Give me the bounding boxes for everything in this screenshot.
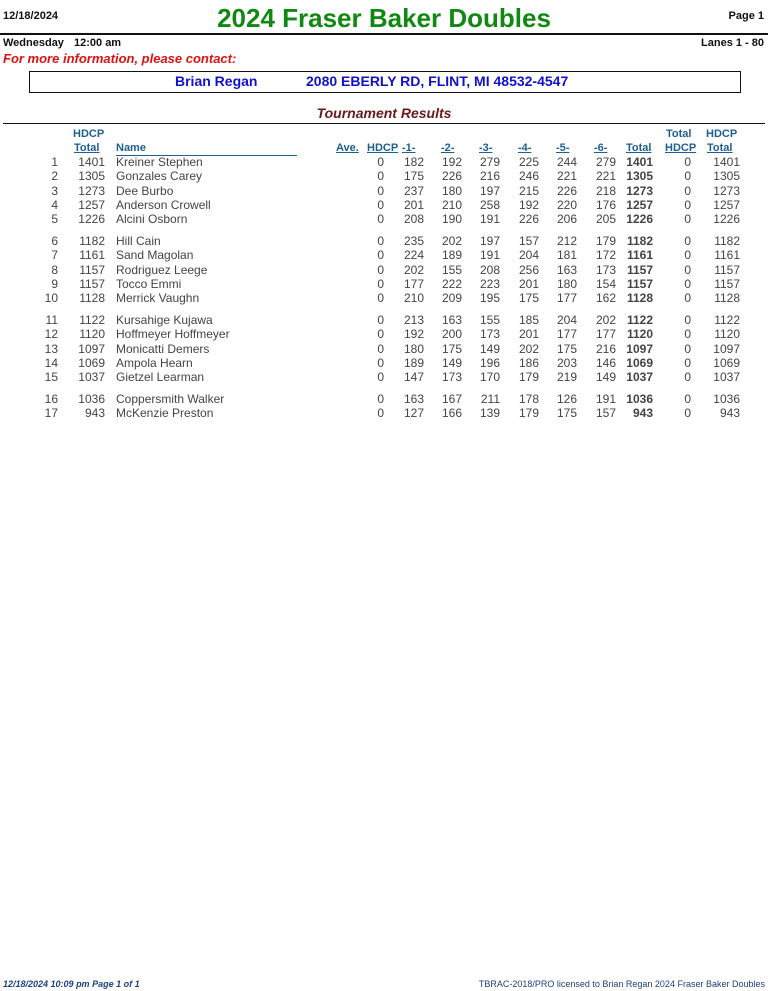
cell-g6: 154 (595, 276, 616, 291)
cell-g5: 219 (556, 370, 577, 385)
cell-total: 1226 (626, 212, 653, 227)
contact-prompt: For more information, please contact: (3, 51, 237, 66)
cell-total-hdcp: 0 (684, 341, 691, 356)
table-row (0, 406, 768, 420)
cell-g2: 200 (441, 327, 462, 342)
cell-g4: 202 (518, 341, 539, 356)
cell-hdcp-total: 1182 (79, 233, 105, 248)
col-game-5: -5- (556, 142, 570, 154)
cell-hdcp-total: 1037 (78, 370, 105, 385)
cell-g6: 157 (595, 406, 616, 421)
cell-name: Kursahige Kujawa (116, 312, 213, 327)
cell-g4: 175 (518, 291, 539, 306)
col-final-hdcp-bottom: Total (707, 142, 733, 154)
cell-hdcp: 0 (377, 212, 384, 227)
cell-total: 1036 (626, 391, 653, 406)
cell-final: 1128 (714, 291, 740, 306)
cell-rank: 9 (51, 276, 58, 291)
table-row (0, 263, 768, 277)
cell-rank: 2 (51, 169, 58, 184)
cell-g3: 196 (479, 355, 500, 370)
col-game-2: -2- (441, 142, 455, 154)
cell-final: 1182 (714, 233, 740, 248)
cell-g2: 163 (441, 312, 462, 327)
col-game-3: -3- (479, 142, 493, 154)
cell-g6: 191 (595, 391, 616, 406)
cell-g1: 175 (403, 169, 424, 184)
cell-hdcp-total: 1161 (79, 248, 105, 263)
cell-final: 1037 (713, 370, 740, 385)
cell-g4: 215 (518, 183, 539, 198)
cell-g4: 157 (518, 233, 539, 248)
cell-g1: 202 (403, 262, 424, 277)
cell-hdcp-total: 1097 (78, 341, 105, 356)
cell-total: 1273 (626, 183, 653, 198)
cell-total: 1097 (626, 341, 653, 356)
table-row (0, 277, 768, 291)
table-row (0, 327, 768, 341)
cell-g5: 181 (556, 248, 577, 263)
cell-total: 1182 (626, 233, 653, 248)
cell-g4: 256 (518, 262, 539, 277)
cell-g6: 176 (595, 197, 616, 212)
cell-total-hdcp: 0 (684, 248, 691, 263)
cell-g6: 279 (595, 155, 616, 169)
cell-hdcp-total: 1122 (79, 312, 105, 327)
cell-name: Sand Magolan (116, 248, 194, 263)
cell-rank: 15 (44, 370, 58, 385)
cell-g5: 226 (556, 183, 577, 198)
cell-final: 1157 (714, 276, 740, 291)
cell-hdcp-total: 1036 (78, 391, 105, 406)
cell-hdcp-total: 1157 (79, 262, 105, 277)
table-row (0, 356, 768, 370)
cell-g4: 179 (518, 370, 539, 385)
cell-total-hdcp: 0 (684, 327, 691, 342)
cell-hdcp: 0 (377, 355, 384, 370)
lanes-range: Lanes 1 - 80 (701, 37, 764, 49)
cell-g3: 216 (479, 169, 500, 184)
cell-g1: 180 (403, 341, 424, 356)
cell-g2: 210 (441, 197, 462, 212)
cell-hdcp: 0 (377, 391, 384, 406)
cell-g5: 212 (556, 233, 577, 248)
cell-total: 1157 (626, 276, 653, 291)
report-time: 12:00 am (74, 37, 122, 49)
col-game-1: -1- (402, 142, 416, 154)
cell-total-hdcp: 0 (684, 276, 691, 291)
cell-hdcp-total: 1128 (79, 291, 105, 306)
cell-rank: 14 (44, 355, 58, 370)
cell-g1: 192 (403, 327, 424, 342)
cell-g3: 191 (479, 248, 500, 263)
results-table (0, 155, 768, 421)
cell-rank: 12 (44, 327, 58, 342)
col-final-hdcp-top: HDCP (706, 128, 738, 140)
table-row (0, 234, 768, 248)
cell-g4: 204 (518, 248, 539, 263)
cell-final: 1273 (713, 183, 740, 198)
col-hdcp: HDCP (367, 142, 399, 154)
cell-total-hdcp: 0 (684, 312, 691, 327)
cell-total: 1120 (626, 327, 653, 342)
cell-name: Hill Cain (116, 233, 161, 248)
cell-rank: 4 (51, 197, 58, 212)
cell-g3: 149 (479, 341, 500, 356)
cell-rank: 1 (51, 155, 58, 169)
header-divider (0, 33, 768, 35)
cell-rank: 11 (45, 312, 58, 327)
cell-hdcp-total: 1069 (78, 355, 105, 370)
cell-name: Tocco Emmi (116, 276, 182, 291)
table-row (0, 342, 768, 356)
table-row (0, 392, 768, 406)
cell-total: 1128 (626, 291, 653, 306)
cell-g2: 192 (441, 155, 462, 169)
cell-rank: 5 (51, 212, 58, 227)
cell-g3: 197 (479, 183, 500, 198)
cell-g6: 221 (595, 169, 616, 184)
col-hdcp-total-top: HDCP (73, 128, 105, 140)
cell-g6: 172 (595, 248, 616, 263)
cell-g4: 226 (518, 212, 539, 227)
cell-g2: 202 (441, 233, 462, 248)
cell-total-hdcp: 0 (684, 212, 691, 227)
cell-final: 1257 (713, 197, 740, 212)
cell-name: Coppersmith Walker (116, 391, 225, 406)
table-row (0, 169, 768, 183)
cell-g4: 179 (518, 406, 539, 421)
col-total-hdcp-top: Total (666, 128, 692, 140)
cell-g2: 167 (441, 391, 462, 406)
cell-final: 1097 (713, 341, 740, 356)
cell-hdcp: 0 (377, 406, 384, 421)
cell-hdcp-total: 943 (84, 406, 105, 421)
cell-total: 1069 (626, 355, 653, 370)
cell-hdcp: 0 (377, 341, 384, 356)
cell-g2: 155 (441, 262, 462, 277)
cell-g1: 201 (403, 197, 424, 212)
cell-g3: 208 (479, 262, 500, 277)
cell-rank: 17 (44, 406, 58, 421)
cell-hdcp-total: 1305 (78, 169, 105, 184)
footer-license: TBRAC-2018/PRO licensed to Brian Regan 2024 Fraser Baker Doubles (478, 979, 765, 989)
cell-g3: 258 (479, 197, 500, 212)
cell-name: Kreiner Stephen (116, 155, 203, 169)
cell-final: 1120 (714, 327, 740, 342)
cell-hdcp: 0 (377, 370, 384, 385)
cell-name: Dee Burbo (116, 183, 174, 198)
cell-hdcp-total: 1120 (79, 327, 105, 342)
footer-timestamp: 12/18/2024 10:09 pm Page 1 of 1 (3, 979, 140, 989)
cell-name: Gietzel Learman (116, 370, 205, 385)
cell-hdcp: 0 (377, 312, 384, 327)
cell-g4: 246 (518, 169, 539, 184)
cell-g5: 221 (556, 169, 577, 184)
cell-hdcp: 0 (377, 327, 384, 342)
cell-total-hdcp: 0 (684, 169, 691, 184)
cell-hdcp: 0 (377, 183, 384, 198)
cell-g2: 209 (441, 291, 462, 306)
cell-total: 1157 (626, 262, 653, 277)
cell-g4: 201 (518, 276, 539, 291)
cell-hdcp-total: 1273 (78, 183, 105, 198)
cell-hdcp: 0 (377, 262, 384, 277)
cell-g5: 204 (556, 312, 577, 327)
cell-g5: 175 (556, 341, 577, 356)
cell-g1: 147 (403, 370, 424, 385)
cell-total-hdcp: 0 (684, 406, 691, 421)
cell-final: 1036 (713, 391, 740, 406)
cell-g5: 177 (556, 291, 577, 306)
cell-total: 1037 (626, 370, 653, 385)
cell-g6: 146 (595, 355, 616, 370)
table-row (0, 291, 768, 305)
cell-hdcp: 0 (377, 248, 384, 263)
cell-rank: 8 (51, 262, 58, 277)
cell-g3: 223 (479, 276, 500, 291)
cell-total-hdcp: 0 (684, 370, 691, 385)
cell-g3: 279 (479, 155, 500, 169)
cell-total: 943 (632, 406, 653, 421)
cell-rank: 3 (51, 183, 58, 198)
col-ave: Ave. (336, 142, 359, 154)
cell-g2: 173 (441, 370, 462, 385)
cell-g5: 220 (556, 197, 577, 212)
cell-g6: 173 (595, 262, 616, 277)
cell-g2: 189 (441, 248, 462, 263)
cell-g1: 210 (403, 291, 424, 306)
cell-name: Alcini Osborn (116, 212, 188, 227)
report-title: 2024 Fraser Baker Doubles (217, 3, 551, 33)
cell-g2: 175 (441, 341, 462, 356)
cell-total-hdcp: 0 (684, 197, 691, 212)
cell-g1: 189 (403, 355, 424, 370)
section-title: Tournament Results (316, 105, 452, 121)
col-game-6: -6- (594, 142, 608, 154)
cell-g2: 222 (441, 276, 462, 291)
cell-rank: 7 (51, 248, 58, 263)
cell-name: Ampola Hearn (116, 355, 193, 370)
cell-hdcp-total: 1226 (78, 212, 105, 227)
cell-g1: 163 (403, 391, 424, 406)
cell-g2: 166 (441, 406, 462, 421)
cell-g3: 191 (479, 212, 500, 227)
cell-g6: 205 (595, 212, 616, 227)
cell-g1: 237 (403, 183, 424, 198)
cell-g3: 195 (479, 291, 500, 306)
cell-g6: 216 (595, 341, 616, 356)
cell-hdcp: 0 (377, 197, 384, 212)
table-row (0, 248, 768, 262)
col-name: Name (116, 142, 146, 154)
cell-g4: 178 (518, 391, 539, 406)
cell-g1: 127 (403, 406, 424, 421)
cell-g6: 218 (595, 183, 616, 198)
cell-final: 1161 (714, 248, 740, 263)
cell-total: 1401 (626, 155, 653, 169)
col-total-hdcp-bottom: HDCP (665, 142, 697, 154)
cell-g6: 202 (595, 312, 616, 327)
cell-name: Gonzales Carey (116, 169, 203, 184)
cell-g1: 177 (403, 276, 424, 291)
cell-total: 1161 (626, 248, 653, 263)
cell-final: 1226 (713, 212, 740, 227)
contact-box (29, 71, 741, 93)
cell-g6: 162 (595, 291, 616, 306)
table-row (0, 184, 768, 198)
cell-g3: 211 (480, 391, 500, 406)
cell-final: 1122 (714, 312, 740, 327)
cell-rank: 16 (44, 391, 58, 406)
cell-total-hdcp: 0 (684, 391, 691, 406)
cell-g4: 186 (518, 355, 539, 370)
col-hdcp-total-bottom: Total (74, 142, 100, 154)
contact-address: 2080 EBERLY RD, FLINT, MI 48532-4547 (306, 73, 569, 89)
cell-rank: 6 (51, 233, 58, 248)
cell-g5: 244 (556, 155, 577, 169)
cell-g6: 177 (595, 327, 616, 342)
cell-g2: 190 (441, 212, 462, 227)
cell-g6: 149 (595, 370, 616, 385)
cell-final: 943 (719, 406, 740, 421)
cell-hdcp-total: 1157 (79, 276, 105, 291)
table-row (0, 155, 768, 169)
cell-g1: 182 (403, 155, 424, 169)
cell-g5: 126 (556, 391, 577, 406)
col-total: Total (626, 142, 652, 154)
cell-name: Anderson Crowell (116, 197, 211, 212)
cell-g3: 173 (479, 327, 500, 342)
cell-g5: 175 (556, 406, 577, 421)
cell-g4: 225 (518, 155, 539, 169)
cell-g5: 163 (556, 262, 577, 277)
cell-g3: 197 (479, 233, 500, 248)
cell-final: 1069 (713, 355, 740, 370)
cell-hdcp: 0 (377, 291, 384, 306)
table-row (0, 370, 768, 384)
cell-g4: 192 (518, 197, 539, 212)
cell-g2: 226 (441, 169, 462, 184)
cell-hdcp-total: 1257 (78, 197, 105, 212)
cell-total-hdcp: 0 (684, 233, 691, 248)
cell-g2: 149 (441, 355, 462, 370)
cell-hdcp: 0 (377, 169, 384, 184)
cell-hdcp: 0 (377, 233, 384, 248)
cell-total-hdcp: 0 (684, 291, 691, 306)
cell-total: 1257 (626, 197, 653, 212)
cell-g5: 180 (556, 276, 577, 291)
cell-g3: 170 (479, 370, 500, 385)
cell-total-hdcp: 0 (684, 155, 691, 169)
contact-name: Brian Regan (175, 73, 258, 89)
table-row (0, 198, 768, 212)
cell-hdcp-total: 1401 (78, 155, 105, 169)
table-row (0, 212, 768, 226)
cell-rank: 10 (44, 291, 58, 306)
report-day: Wednesday (3, 37, 64, 49)
cell-name: Rodriguez Leege (116, 262, 208, 277)
report-date: 12/18/2024 (3, 10, 59, 22)
table-row (0, 313, 768, 327)
cell-g1: 224 (403, 248, 424, 263)
cell-final: 1401 (713, 155, 740, 169)
col-game-4: -4- (518, 142, 532, 154)
cell-total-hdcp: 0 (684, 355, 691, 370)
cell-total-hdcp: 0 (684, 183, 691, 198)
cell-g4: 185 (518, 312, 539, 327)
cell-final: 1157 (714, 262, 740, 277)
cell-final: 1305 (713, 169, 740, 184)
cell-name: Hoffmeyer Hoffmeyer (116, 327, 230, 342)
cell-hdcp: 0 (377, 155, 384, 169)
cell-total: 1305 (626, 169, 653, 184)
cell-g4: 201 (518, 327, 539, 342)
cell-g1: 235 (403, 233, 424, 248)
cell-total-hdcp: 0 (684, 262, 691, 277)
cell-name: Monicatti Demers (116, 341, 210, 356)
cell-g1: 208 (403, 212, 424, 227)
cell-name: Merrick Vaughn (116, 291, 200, 306)
cell-g5: 177 (556, 327, 577, 342)
cell-g6: 179 (595, 233, 616, 248)
cell-g5: 203 (556, 355, 577, 370)
cell-hdcp: 0 (377, 276, 384, 291)
cell-g3: 139 (479, 406, 500, 421)
cell-name: McKenzie Preston (116, 406, 214, 421)
cell-g5: 206 (556, 212, 577, 227)
section-divider (3, 123, 765, 124)
cell-rank: 13 (44, 341, 58, 356)
cell-g2: 180 (441, 183, 462, 198)
page-number: Page 1 (728, 10, 764, 22)
cell-g1: 213 (403, 312, 424, 327)
cell-total: 1122 (626, 312, 653, 327)
cell-g3: 155 (479, 312, 500, 327)
